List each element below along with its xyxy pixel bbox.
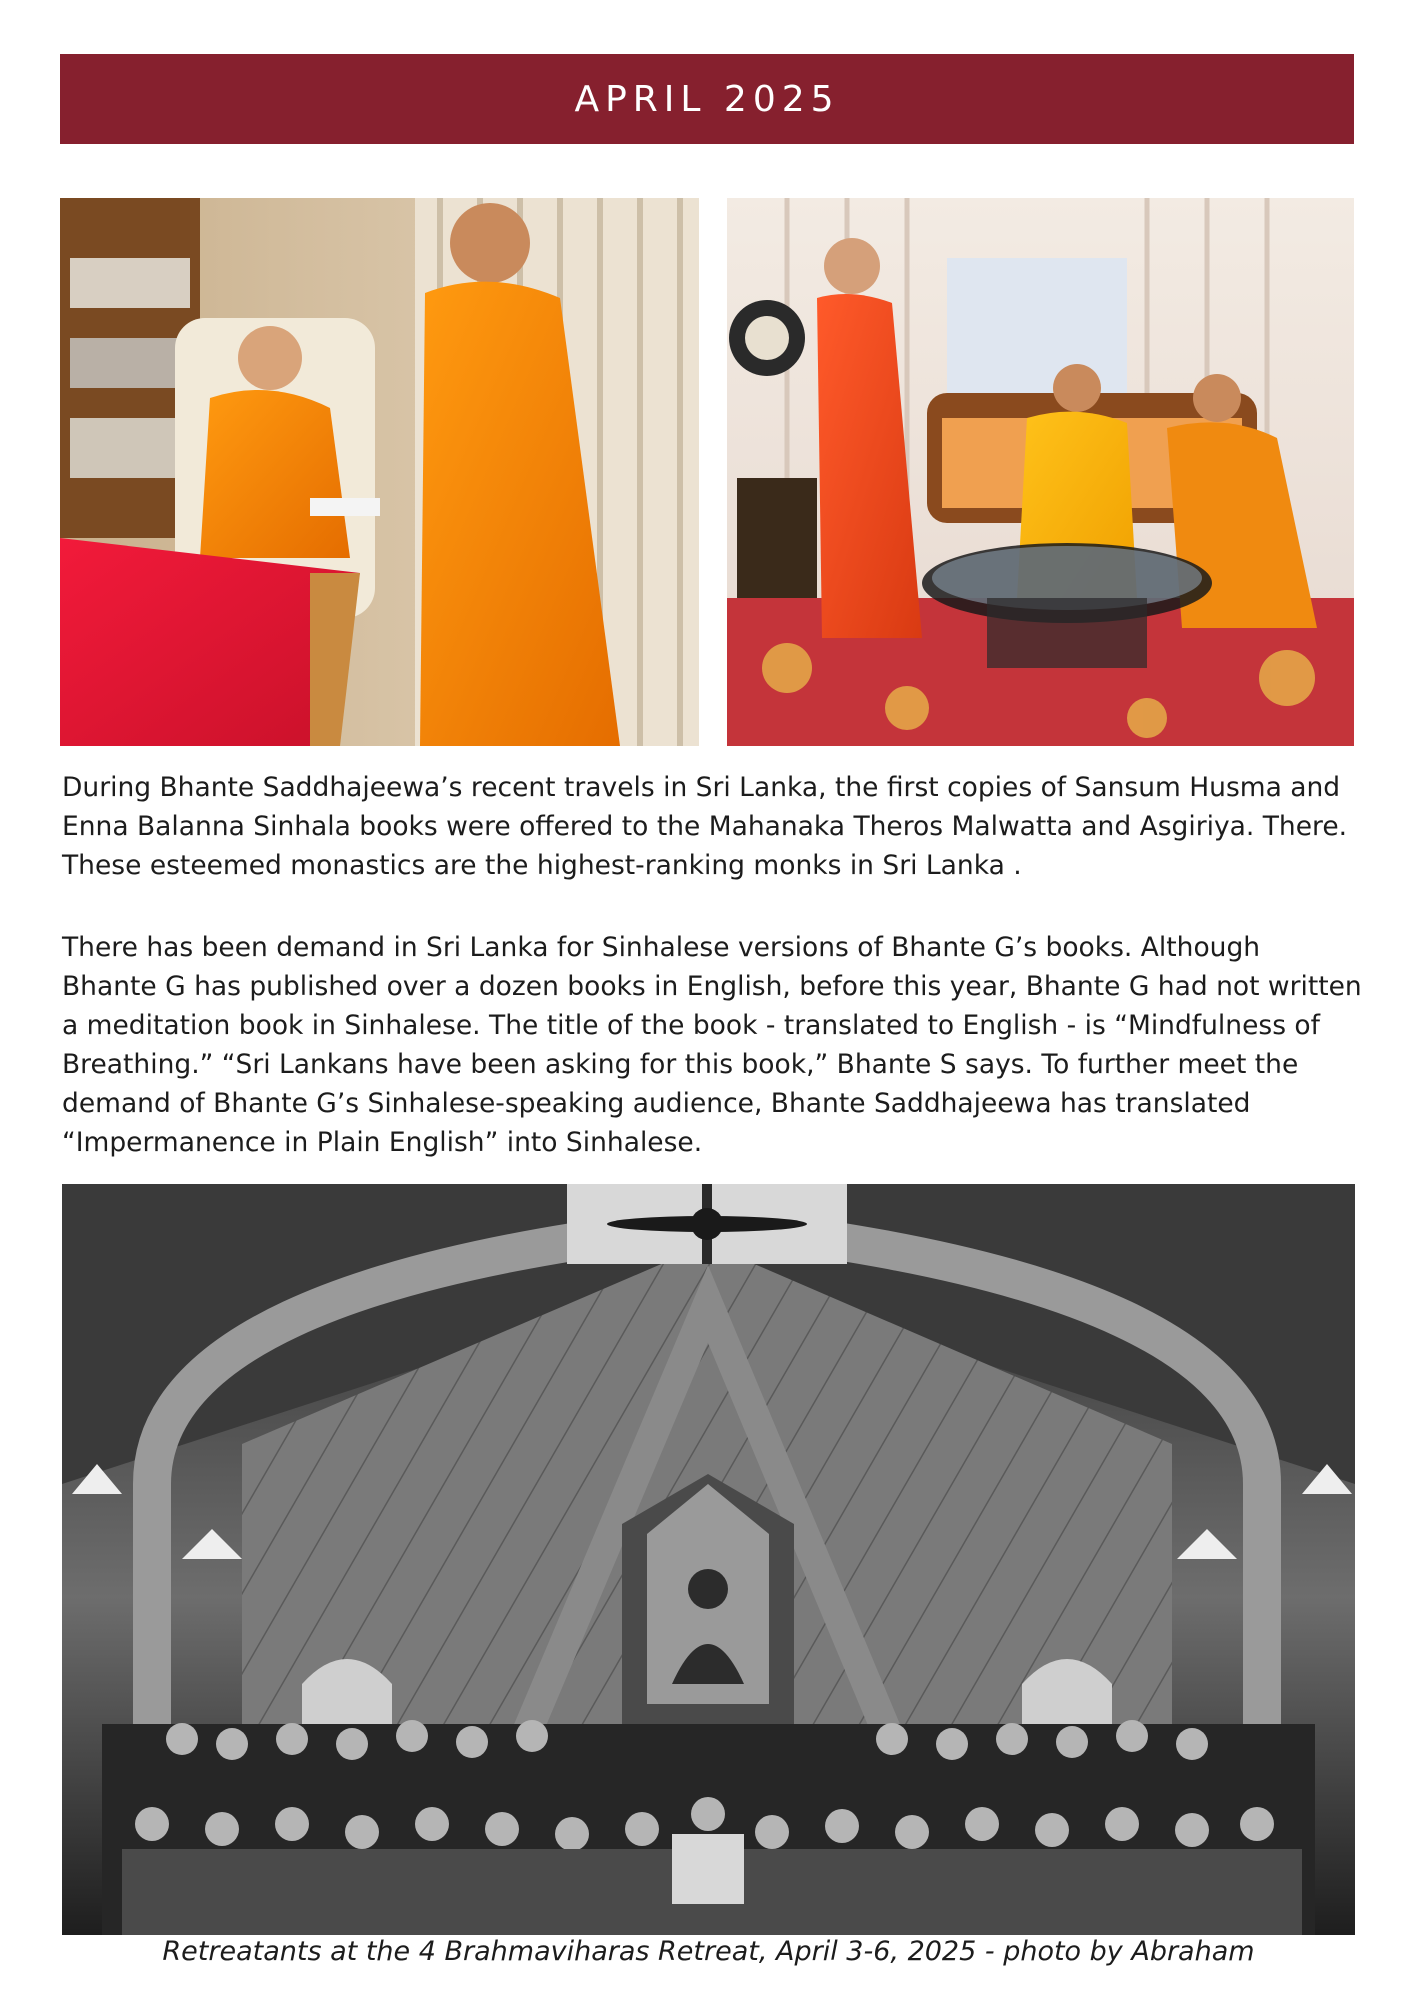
photo-book-offering-office [60,198,699,746]
photo-book-offering-living-room [727,198,1354,746]
photo-retreat-group [62,1184,1355,1935]
article-paragraph-1: During Bhante Saddhajeewa’s recent travels in Sri Lanka, the first copies of Sansum Husma and Enna Balanna Sinhala books were offered to the Mahanaka Theros Malwatta and Asgiriya. There. These esteemed monastics are the highest-ranking monks in Sri Lanka . [62,772,1348,881]
photo-caption: Retreatants at the 4 Brahmaviharas Retreat, April 3-6, 2025 - photo by Abraham [162,1936,1255,1967]
photo-retreat-group-meditation-hall [62,1184,1355,1935]
photo-monks-offering-book-office [60,198,699,746]
article-paragraph-2: There has been demand in Sri Lanka for Sinhalese versions of Bhante G’s books. Although Bhante G has published over a dozen books in English, before this year, Bhante G had not written a meditation book in Sinhalese. The title of the book - translated to English - is “Mindfulness of Breathing.” “Sri Lankans have been asking for this book,” Bhante S says. To further meet the demand of Bhante G’s Sinhalese-speaking audience, Bhante Saddhajeewa has translated “Impermanence in Plain English” into Sinhalese. [62,932,1362,1158]
month-title: APRIL 2025 [574,78,840,120]
photo-monks-offering-book-living-room [727,198,1354,746]
month-banner [60,54,1354,144]
